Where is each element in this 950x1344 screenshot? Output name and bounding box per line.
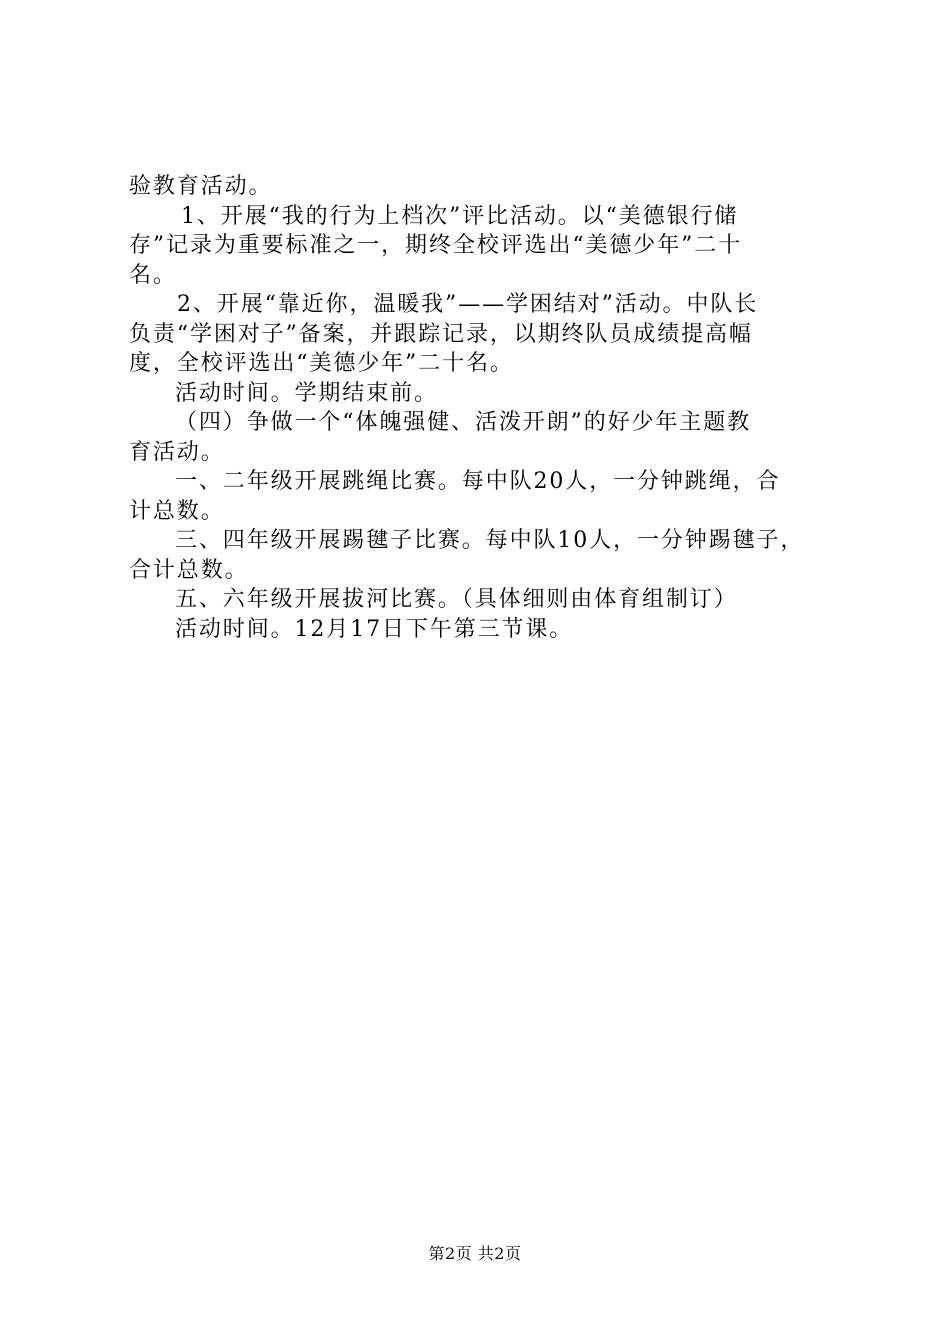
paragraph-line: 1、开展“我的行为上档次”评比活动。以“美德银行储 — [181, 203, 739, 229]
document-body — [129, 172, 834, 644]
paragraph-line: 名。 — [129, 262, 177, 288]
paragraph-line: 验教育活动。 — [129, 174, 273, 199]
paragraph-line: 存”记录为重要标准之一，期终全校评选出“美德少年”二十 — [129, 233, 743, 258]
paragraph-line: （四）争做一个“体魄强健、活泼开朗”的好少年主题教 — [175, 410, 751, 435]
paragraph-line: 负责“学困对子”备案，并跟踪记录，以期终队员成绩提高幅 — [129, 321, 753, 347]
paragraph-line: 活动时间。12月17日下午第三节课。 — [175, 616, 574, 642]
paragraph-line: 合计总数。 — [129, 557, 249, 583]
paragraph-line: 度，全校评选出“美德少年”二十名。 — [129, 351, 514, 376]
paragraph-line: 计总数。 — [129, 498, 225, 524]
page-footer: 第2页 共2页 — [428, 1244, 522, 1263]
paragraph-line: 2、开展“靠近你，温暖我”——学困结对”活动。中队长 — [177, 292, 759, 317]
paragraph-line: 活动时间。学期结束前。 — [175, 380, 438, 406]
paragraph-line: 三、四年级开展踢毽子比赛。每中队10人，一分钟踢毽子， — [175, 528, 805, 553]
paragraph-line: 一、二年级开展跳绳比赛。每中队20人，一分钟跳绳，合 — [175, 469, 781, 494]
paragraph-line: 育活动。 — [129, 439, 225, 465]
paragraph-line: 五、六年级开展拔河比赛。（具体细则由体育组制订） — [175, 587, 738, 612]
